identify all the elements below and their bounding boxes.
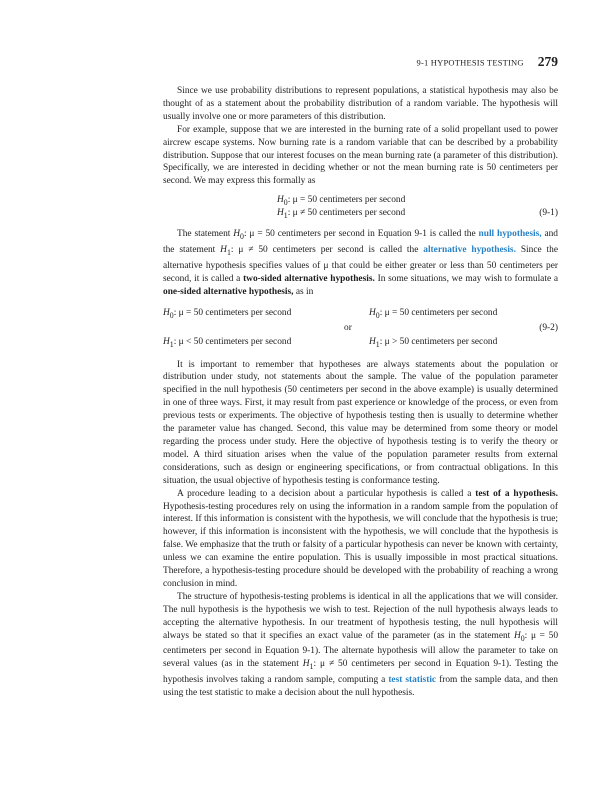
eq2-right-h0: $H_0$: μ = 50 centimeters per second	[369, 307, 498, 320]
equation-h0-line: $H_0$: μ = 50 centimeters per second	[277, 195, 406, 208]
body-text	[163, 85, 558, 700]
equation-9-1	[163, 194, 558, 220]
term-two-sided: two-sided alternative hypothesis.	[243, 273, 375, 284]
eq2-right-h1: $H_1$: μ > 50 centimeters per second	[369, 336, 498, 349]
equation-9-2	[163, 307, 558, 349]
running-header	[120, 53, 558, 71]
paragraph-test-of-hypothesis: A procedure leading to a decision about a particular hypothesis is called a test of a hypothesis. Hypothesis-testing procedures rely on using the information in a random sample from the population of interest. If this information is consistent with the hypothesis, we will conclude that the hypothesis is true; however, if this information is inconsistent with the hypothesis, we will conclude that the hypothesis is false. We emphasize that the truth or falsity of a particular hypothesis can never be known with certainty, unless we can examine the entire population. This is usually impossible in most practical situations. Therefore, a hypothesis-testing procedure should be developed with the probability of reaching a wrong conclusion in mind.	[163, 488, 558, 589]
equation-number: (9-1)	[539, 208, 558, 219]
page-number: 279	[537, 54, 558, 70]
paragraph-structure: The structure of hypothesis-testing problems is identical in all the applications that we will consider. The null hypothesis is the hypothesis we wish to test. Rejection of the null hypothesis always leads to accepting the alternative hypothesis. In our treatment of hypothesis testing, the null hypothesis will always be stated so that it specifies an exact value of the parameter (as in the statement $H_0$: μ = 50 centimeters per second in Equation 9-1). The alternate hypothesis will allow the parameter to take on several values (as in the statement $H_1$: μ ≠ 50 centimeters per second in Equation 9-1). Testing the hypothesis involves taking a random sample, computing a test statistic from the sample data, and then using the test statistic to make a decision about the null hypothesis.	[163, 591, 559, 698]
term-null-hypothesis: null hypothesis,	[478, 229, 542, 240]
term-test-statistic: test statistic	[388, 675, 437, 686]
term-test-of-hypothesis: test of a hypothesis.	[475, 488, 558, 499]
section-title: 9-1 HYPOTHESIS TESTING	[416, 57, 524, 68]
paragraph-intro: Since we use probability distributions to represent populations, a statistical hypothesis may also be thought of as a statement about the probability distribution of a random variable. The hypothesis will usually involve one or more parameters of this distribution.	[163, 86, 558, 122]
eq2-or: or	[344, 322, 352, 333]
equation-h1-line: $H_1$: μ ≠ 50 centimeters per second (9-1)	[277, 208, 558, 221]
eq2-left-h0: $H_0$: μ = 50 centimeters per second	[163, 307, 292, 320]
paragraph-null-alternative: The statement $H_0$: μ = 50 centimeters per second in Equation 9-1 is called the null hypothesis, and the statement $H_1$: μ ≠ 50 centimeters per second is called the alternative hypothesis. Since the alternative hypothesis specifies values of μ that could be either greater or less than 50 centimeters per second, it is called a two-sided alternative hypothesis. In some situations, we may wish to formulate a one-sided alternative hypothesis, as in	[163, 229, 559, 297]
equation-number: (9-2)	[539, 322, 558, 333]
term-alternative-hypothesis: alternative hypothesis.	[423, 245, 516, 256]
paragraph-population-parameter: It is important to remember that hypotheses are always statements about the population or distribution under study, not statements about the sample. The value of the population parameter specified in the null hypothesis (50 centimeters per second in the above example) is usually determined in one of three ways. First, it may result from past experience or knowledge of the process, or even from previous tests or experiments. The objective of hypothesis testing then is usually to determine whether the parameter value has changed. Second, this value may be determined from some theory or model regarding the process under study. Here the objective of hypothesis testing is to verify the theory or model. A third situation arises when the value of the population parameter results from external considerations, such as design or engineering specifications, or from contractual obligations. In this situation, the usual objective of hypothesis testing is conformance testing.	[163, 359, 558, 486]
eq2-left-h1: $H_1$: μ < 50 centimeters per second	[163, 336, 292, 349]
term-one-sided: one-sided alternative hypothesis,	[163, 286, 294, 297]
paragraph-burning-rate: For example, suppose that we are interested in the burning rate of a solid propellant used to power aircrew escape systems. Now burning rate is a random variable that can be described by a probability distribution. Suppose that our interest focuses on the mean burning rate (a parameter of this distribution). Specifically, we are interested in deciding whether or not the mean burning rate is 50 centimeters per second. We may express this formally as	[163, 124, 558, 187]
